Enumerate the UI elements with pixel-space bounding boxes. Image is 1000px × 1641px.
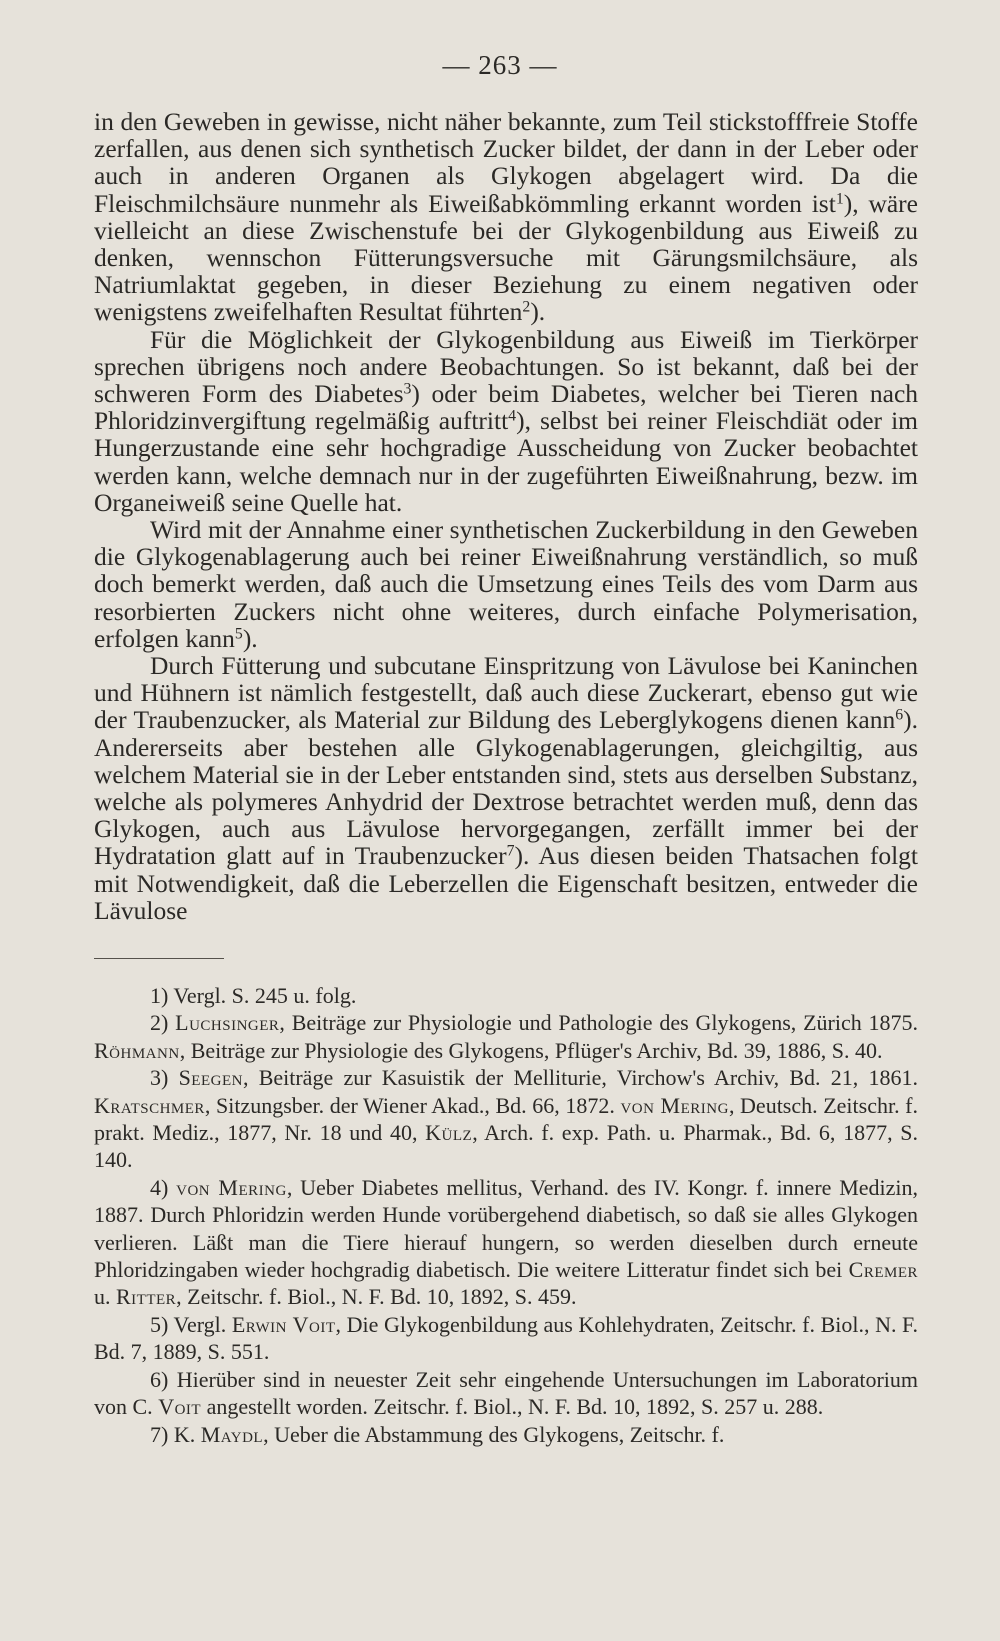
footnote-ref: 1 — [835, 189, 844, 207]
author-name: Külz — [425, 1120, 473, 1146]
body-text — [94, 108, 918, 924]
author-name: Cremer — [848, 1257, 919, 1283]
footnote-7: 7) K. Maydl, Ueber die Abstammung des Glykogens, Zeitschr. f. — [150, 1421, 725, 1447]
footnote-ref: 7 — [506, 842, 515, 860]
footnote-3: 3) Seegen, Beiträge zur Kasuistik der Melliturie, Virchow's Archiv, Bd. 21, 1861. Kratschmer, Sitzungsber. der Wiener Akad., Bd. 66, 1872. von Mering, Deutsch. Zeitschr. f. prakt. Mediz., 1877, Nr. 18 und 40, Külz, Arch. f. exp. Path. u. Pharmak., Bd. 6, 1877, S. 140. — [94, 1065, 919, 1173]
footnote-5: 5) Vergl. Erwin Voit, Die Glykogenbildung aus Kohlehydraten, Zeitschr. f. Biol., N. F. Bd. 7, 1889, S. 551. — [94, 1311, 919, 1365]
author-name: Voit — [158, 1394, 202, 1420]
footnote-ref: 5 — [234, 625, 243, 643]
author-name: Ritter — [116, 1284, 177, 1310]
footnote-ref: 3 — [403, 380, 412, 398]
author-name: Röhmann — [94, 1037, 180, 1063]
author-name: Luchsinger — [175, 1010, 280, 1036]
footnote-ref: 2 — [522, 298, 531, 316]
footnote-ref: 4 — [508, 407, 517, 425]
author-name: Erwin Voit — [231, 1311, 336, 1337]
footnote-ref: 6 — [895, 706, 904, 724]
author-name: von Mering — [620, 1092, 729, 1118]
paragraph: in den Geweben in gewisse, nicht näher bekannte, zum Teil stickstofffreie Stoffe zerfallen, aus denen sich synthetisch Zucker bildet, der dann in der Leber oder auch in anderen Organen als Glykogen abgelagert wird. Da die Fleischmilchsäure nunmehr als Eiweißabkömmling erkannt worden ist$^1$), wäre vielleicht an diese Zwischenstufe bei der Glykogenbildung aus Eiweiß zu denken, wennschon Fütterungsversuche mit Gärungsmilchsäure, als Natriumlaktat gegeben, in dieser Beziehung zu einem negativen oder wenigstens zweifelhaften Resultat führten$^2$). — [94, 107, 918, 327]
author-name: Maydl — [200, 1421, 264, 1447]
footnotes — [94, 982, 918, 1448]
paragraph: Wird mit der Annahme einer synthetischen Zuckerbildung in den Geweben die Glykogenablagerung auch bei reiner Eiweißnahrung verständlich, so muß doch bemerkt werden, daß auch die Umsetzung eines Teils des vom Darm aus resorbierten Zuckers nicht ohne weiteres, durch einfache Polymerisation, erfolgen kann$^5$). — [94, 515, 918, 653]
author-name: Kratschmer — [94, 1092, 205, 1118]
author-name: von Mering — [176, 1174, 287, 1200]
paragraph: Für die Möglichkeit der Glykogenbildung aus Eiweiß im Tierkörper sprechen übrigens noch andere Beobachtungen. So ist bekannt, daß bei der schweren Form des Diabetes$^3$) oder beim Diabetes, welcher bei Tieren nach Phloridzinvergiftung regelmäßig auftritt$^4$), selbst bei reiner Fleischdiät oder im Hungerzustande eine sehr hochgradige Ausscheidung von Zucker beobachtet werden kann, welche demnach nur in der zugeführten Eiweißnahrung, bezw. im Organeiweiß seine Quelle hat. — [94, 324, 919, 517]
footnote-2: 2) Luchsinger, Beiträge zur Physiologie und Pathologie des Glykogens, Zürich 1875. Röhmann, Beiträge zur Physiologie des Glykogens, Pflüger's Archiv, Bd. 39, 1886, S. 40. — [94, 1010, 919, 1063]
footnote-4: 4) von Mering, Ueber Diabetes mellitus, Verhand. des IV. Kongr. f. innere Medizin, 1887. Durch Phloridzin werden Hunde vorübergehend diabetisch, so daß sie alles Glykogen verlieren. Läßt man die Tiere hierauf hungern, so werden dieselben durch erneute Phloridzingaben wieder hochgradig diabetisch. Die weitere Litteratur findet sich bei Cremer u. Ritter, Zeitschr. f. Biol., N. F. Bd. 10, 1892, S. 459. — [94, 1174, 919, 1310]
footnote-1: 1) Vergl. S. 245 u. folg. — [150, 983, 357, 1008]
footnote-divider — [94, 958, 224, 959]
footnote-6: 6) Hierüber sind in neuester Zeit sehr eingehende Untersuchungen im Laboratorium von C. Voit angestellt worden. Zeitschr. f. Biol., N. F. Bd. 10, 1892, S. 257 u. 288. — [94, 1366, 918, 1420]
paragraph: Durch Fütterung und subcutane Einspritzung von Lävulose bei Kaninchen und Hühnern ist nämlich festgestellt, daß auch diese Zuckerart, ebenso gut wie der Traubenzucker, als Material zur Bildung des Leberglykogens dienen kann$^6$). Andererseits aber bestehen alle Glykogenablagerungen, gleichgiltig, aus welchem Material sie in der Leber entstanden sind, stets aus derselben Substanz, welche als polymeres Anhydrid der Dextrose betrachtet werden muß, denn das Glykogen, auch aus Lävulose hervorgegangen, zerfällt immer bei der Hydratation glatt auf in Traubenzucker$^7$). Aus diesen beiden Thatsachen folgt mit Notwendigkeit, daß die Leberzellen die Eigenschaft besitzen, entweder die Lävulose — [94, 651, 918, 925]
page-number: — 263 — — [442, 50, 558, 80]
author-name: Seegen — [178, 1065, 243, 1091]
